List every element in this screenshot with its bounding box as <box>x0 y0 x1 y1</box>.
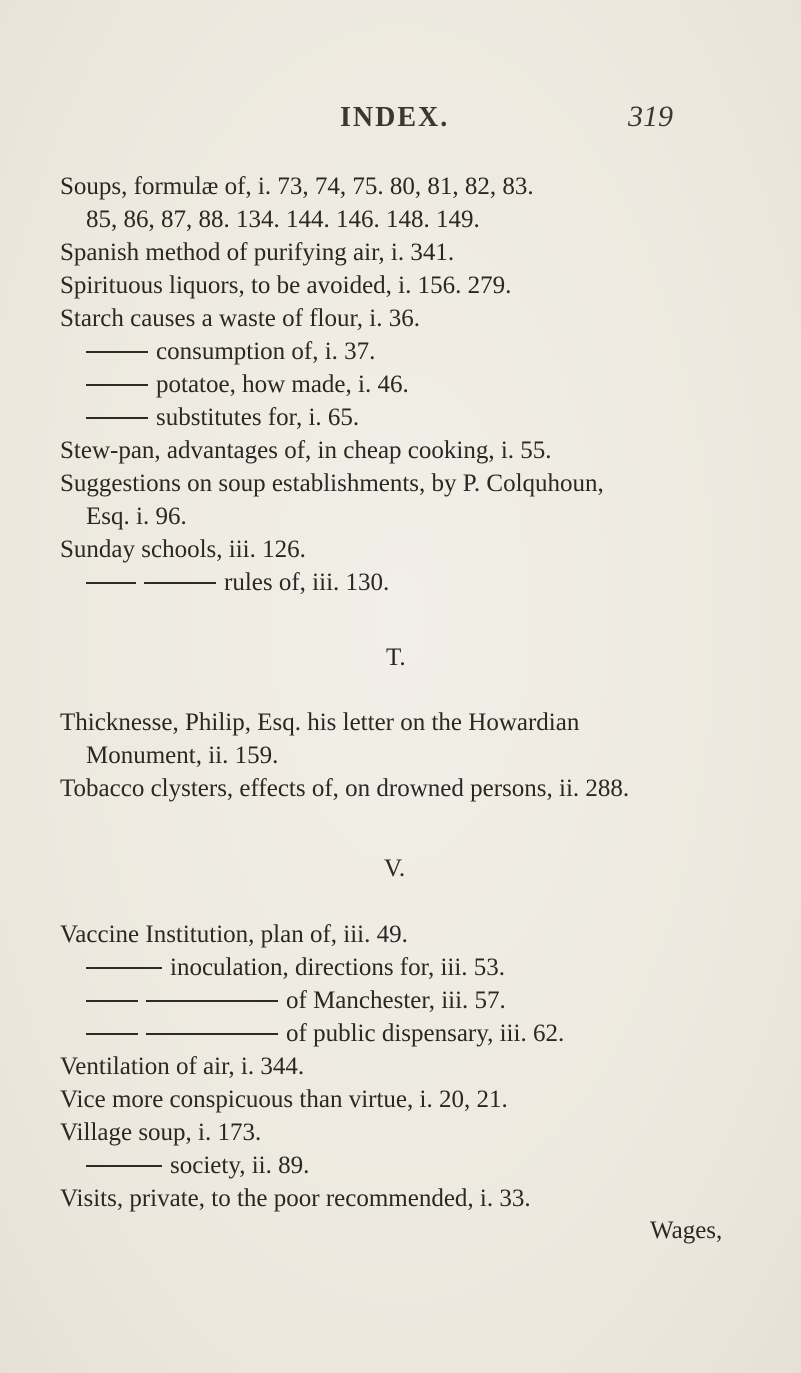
index-subentry <box>86 986 506 1016</box>
index-entry: Sunday schools, iii. 126. <box>60 536 306 563</box>
index-entry: Village soup, i. 173. <box>60 1119 262 1146</box>
index-entry: Visits, private, to the poor recommended, i. 33. <box>60 1185 531 1212</box>
index-entry: Vaccine Institution, plan of, iii. 49. <box>60 921 408 948</box>
index-entry: Soups, formulæ of, i. 73, 74, 75. 80, 81, 82, 83. <box>60 173 534 200</box>
index-entry: Vice more conspicuous than virtue, i. 20, 21. <box>60 1086 508 1113</box>
subentry-text: consumption of, i. 37. <box>156 338 376 365</box>
ditto-dash <box>146 1000 278 1002</box>
index-entry-continuation: 85, 86, 87, 88. 134. 144. 146. 148. 149. <box>86 206 480 233</box>
index-subentry <box>86 1151 309 1181</box>
index-subentry <box>86 568 389 598</box>
index-subentry <box>86 337 375 367</box>
ditto-dash <box>144 582 216 584</box>
index-entry-continuation: Esq. i. 96. <box>86 503 187 530</box>
section-letter-t: T. <box>386 644 406 671</box>
ditto-dash <box>86 1033 138 1035</box>
subentry-text: of public dispensary, iii. 62. <box>286 1020 565 1047</box>
index-entry: Spanish method of purifying air, i. 341. <box>60 239 455 266</box>
index-entry: Stew-pan, advantages of, in cheap cooking, i. 55. <box>60 437 552 464</box>
ditto-dash <box>146 1033 278 1035</box>
subentry-text: of Manchester, iii. 57. <box>286 987 506 1014</box>
index-subentry <box>86 370 409 400</box>
subentry-text: potatoe, how made, i. 46. <box>156 371 409 398</box>
catchword: Wages, <box>650 1217 723 1244</box>
index-entry: Starch causes a waste of flour, i. 36. <box>60 305 420 332</box>
subentry-text: substitutes for, i. 65. <box>156 404 360 431</box>
ditto-dash <box>86 1165 162 1167</box>
index-subentry <box>86 403 359 433</box>
section-letter-v: V. <box>384 855 406 882</box>
subentry-text: rules of, iii. 130. <box>224 569 390 596</box>
index-entry-continuation: Monument, ii. 159. <box>86 742 279 769</box>
ditto-dash <box>86 351 148 353</box>
ditto-dash <box>86 967 162 969</box>
page-number: 319 <box>628 100 673 133</box>
ditto-dash <box>86 1000 138 1002</box>
ditto-dash <box>86 582 136 584</box>
ditto-dash <box>86 417 148 419</box>
index-subentry <box>86 953 505 983</box>
page-header <box>0 102 801 142</box>
index-entry: Tobacco clysters, effects of, on drowned persons, ii. 288. <box>60 775 630 802</box>
index-entry: Thicknesse, Philip, Esq. his letter on the Howardian <box>60 709 580 736</box>
index-entry: Suggestions on soup establishments, by P. Colquhoun, <box>60 470 604 497</box>
index-entry: Ventilation of air, i. 344. <box>60 1053 305 1080</box>
index-entry: Spirituous liquors, to be avoided, i. 156. 279. <box>60 272 512 299</box>
subentry-text: society, ii. 89. <box>170 1152 310 1179</box>
subentry-text: inoculation, directions for, iii. 53. <box>170 954 506 981</box>
index-subentry <box>86 1019 564 1049</box>
ditto-dash <box>86 384 148 386</box>
running-title: INDEX. <box>340 102 450 133</box>
